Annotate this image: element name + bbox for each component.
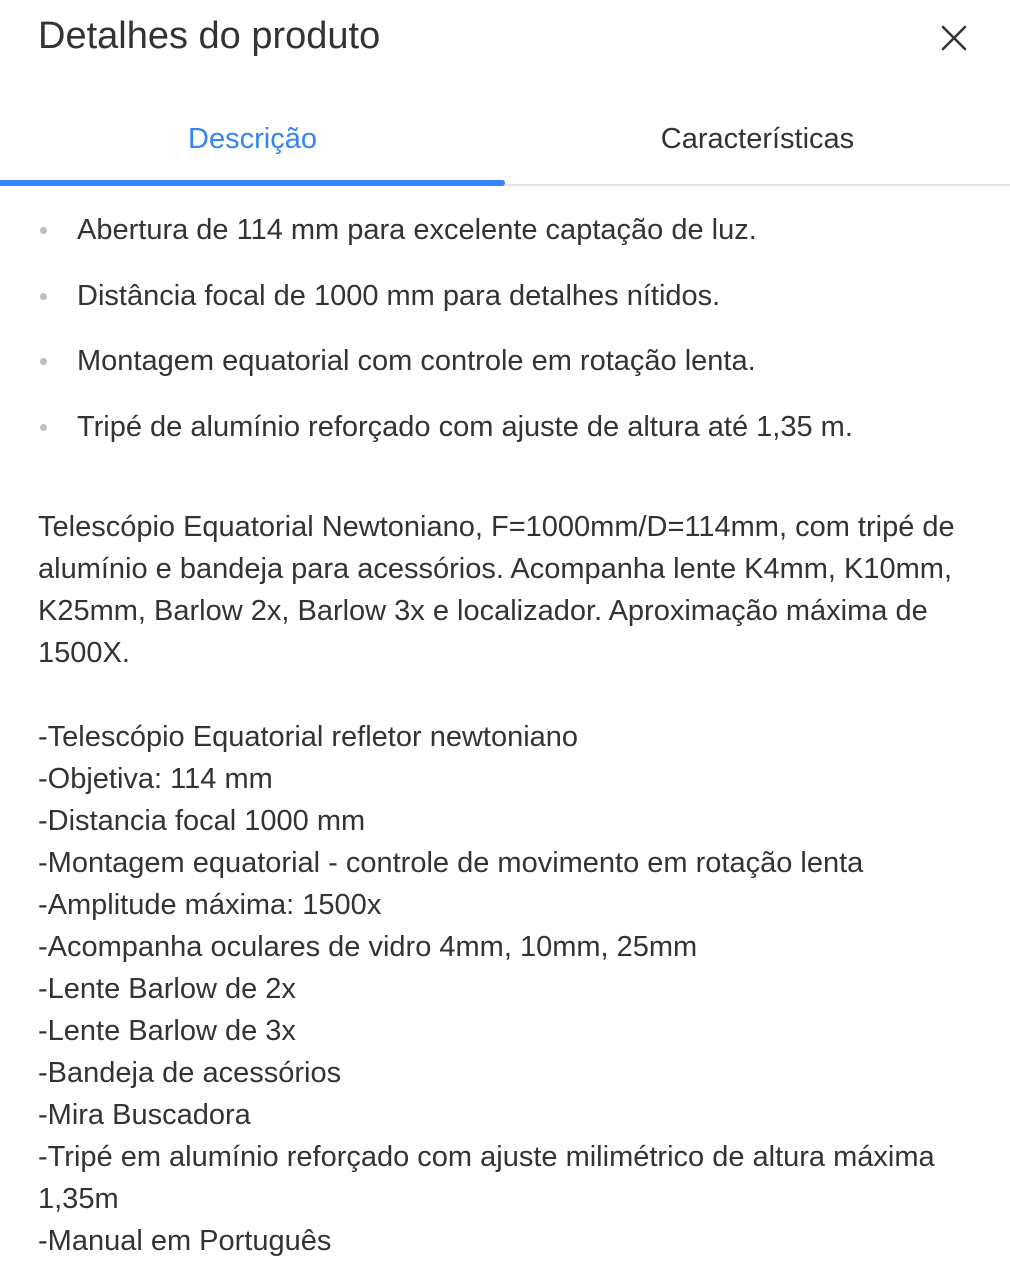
bullet-icon <box>40 293 47 300</box>
modal-header <box>0 0 1010 80</box>
bullet-icon <box>40 424 47 431</box>
highlight-text: Montagem equatorial com controle em rotação lenta. <box>77 345 756 377</box>
highlight-text: Tripé de alumínio reforçado com ajuste de altura até 1,35 m. <box>77 410 853 443</box>
page-title: Detalhes do produto <box>38 15 381 57</box>
highlights-list <box>0 210 1010 447</box>
list-item <box>0 341 1010 381</box>
close-button[interactable] <box>932 16 976 60</box>
tab-descricao[interactable]: Descrição <box>188 122 317 155</box>
bullet-icon <box>40 227 47 234</box>
tab-bar <box>0 96 1010 188</box>
list-item <box>0 210 1010 250</box>
tab-caracteristicas[interactable]: Características <box>660 122 855 155</box>
description-text: Telescópio Equatorial Newtoniano, F=1000mm/D=114mm, com tripé de alumínio e bandeja para acessórios. Acompanha lente K4mm, K10mm, K25mm, Barlow 2x, Barlow 3x e localizador. Aproximação máxima de 1500X. -Telescópio Equatorial refletor newtoniano -Objetiva: 114 mm -Distancia focal 1000 mm -Montagem equatorial - controle de movimento em rotação lenta -Amplitude máxima: 1500x -Acompanha oculares de vidro 4mm, 10mm, 25mm -Lente Barlow de 2x -Lente Barlow de 3x -Bandeja de acessórios -Mira Buscadora -Tripé em alumínio reforçado com ajuste milimétrico de altura máxima 1,35m -Manual em Português <box>38 511 955 1257</box>
list-item <box>0 407 1010 447</box>
list-item <box>0 276 1010 316</box>
highlight-text: Abertura de 114 mm para excelente captação de luz. <box>77 214 757 246</box>
bullet-icon <box>40 358 47 365</box>
description-panel <box>0 210 1010 1257</box>
close-icon <box>941 25 967 51</box>
highlight-text: Distância focal de 1000 mm para detalhes nítidos. <box>77 279 721 312</box>
active-tab-indicator <box>0 180 505 186</box>
